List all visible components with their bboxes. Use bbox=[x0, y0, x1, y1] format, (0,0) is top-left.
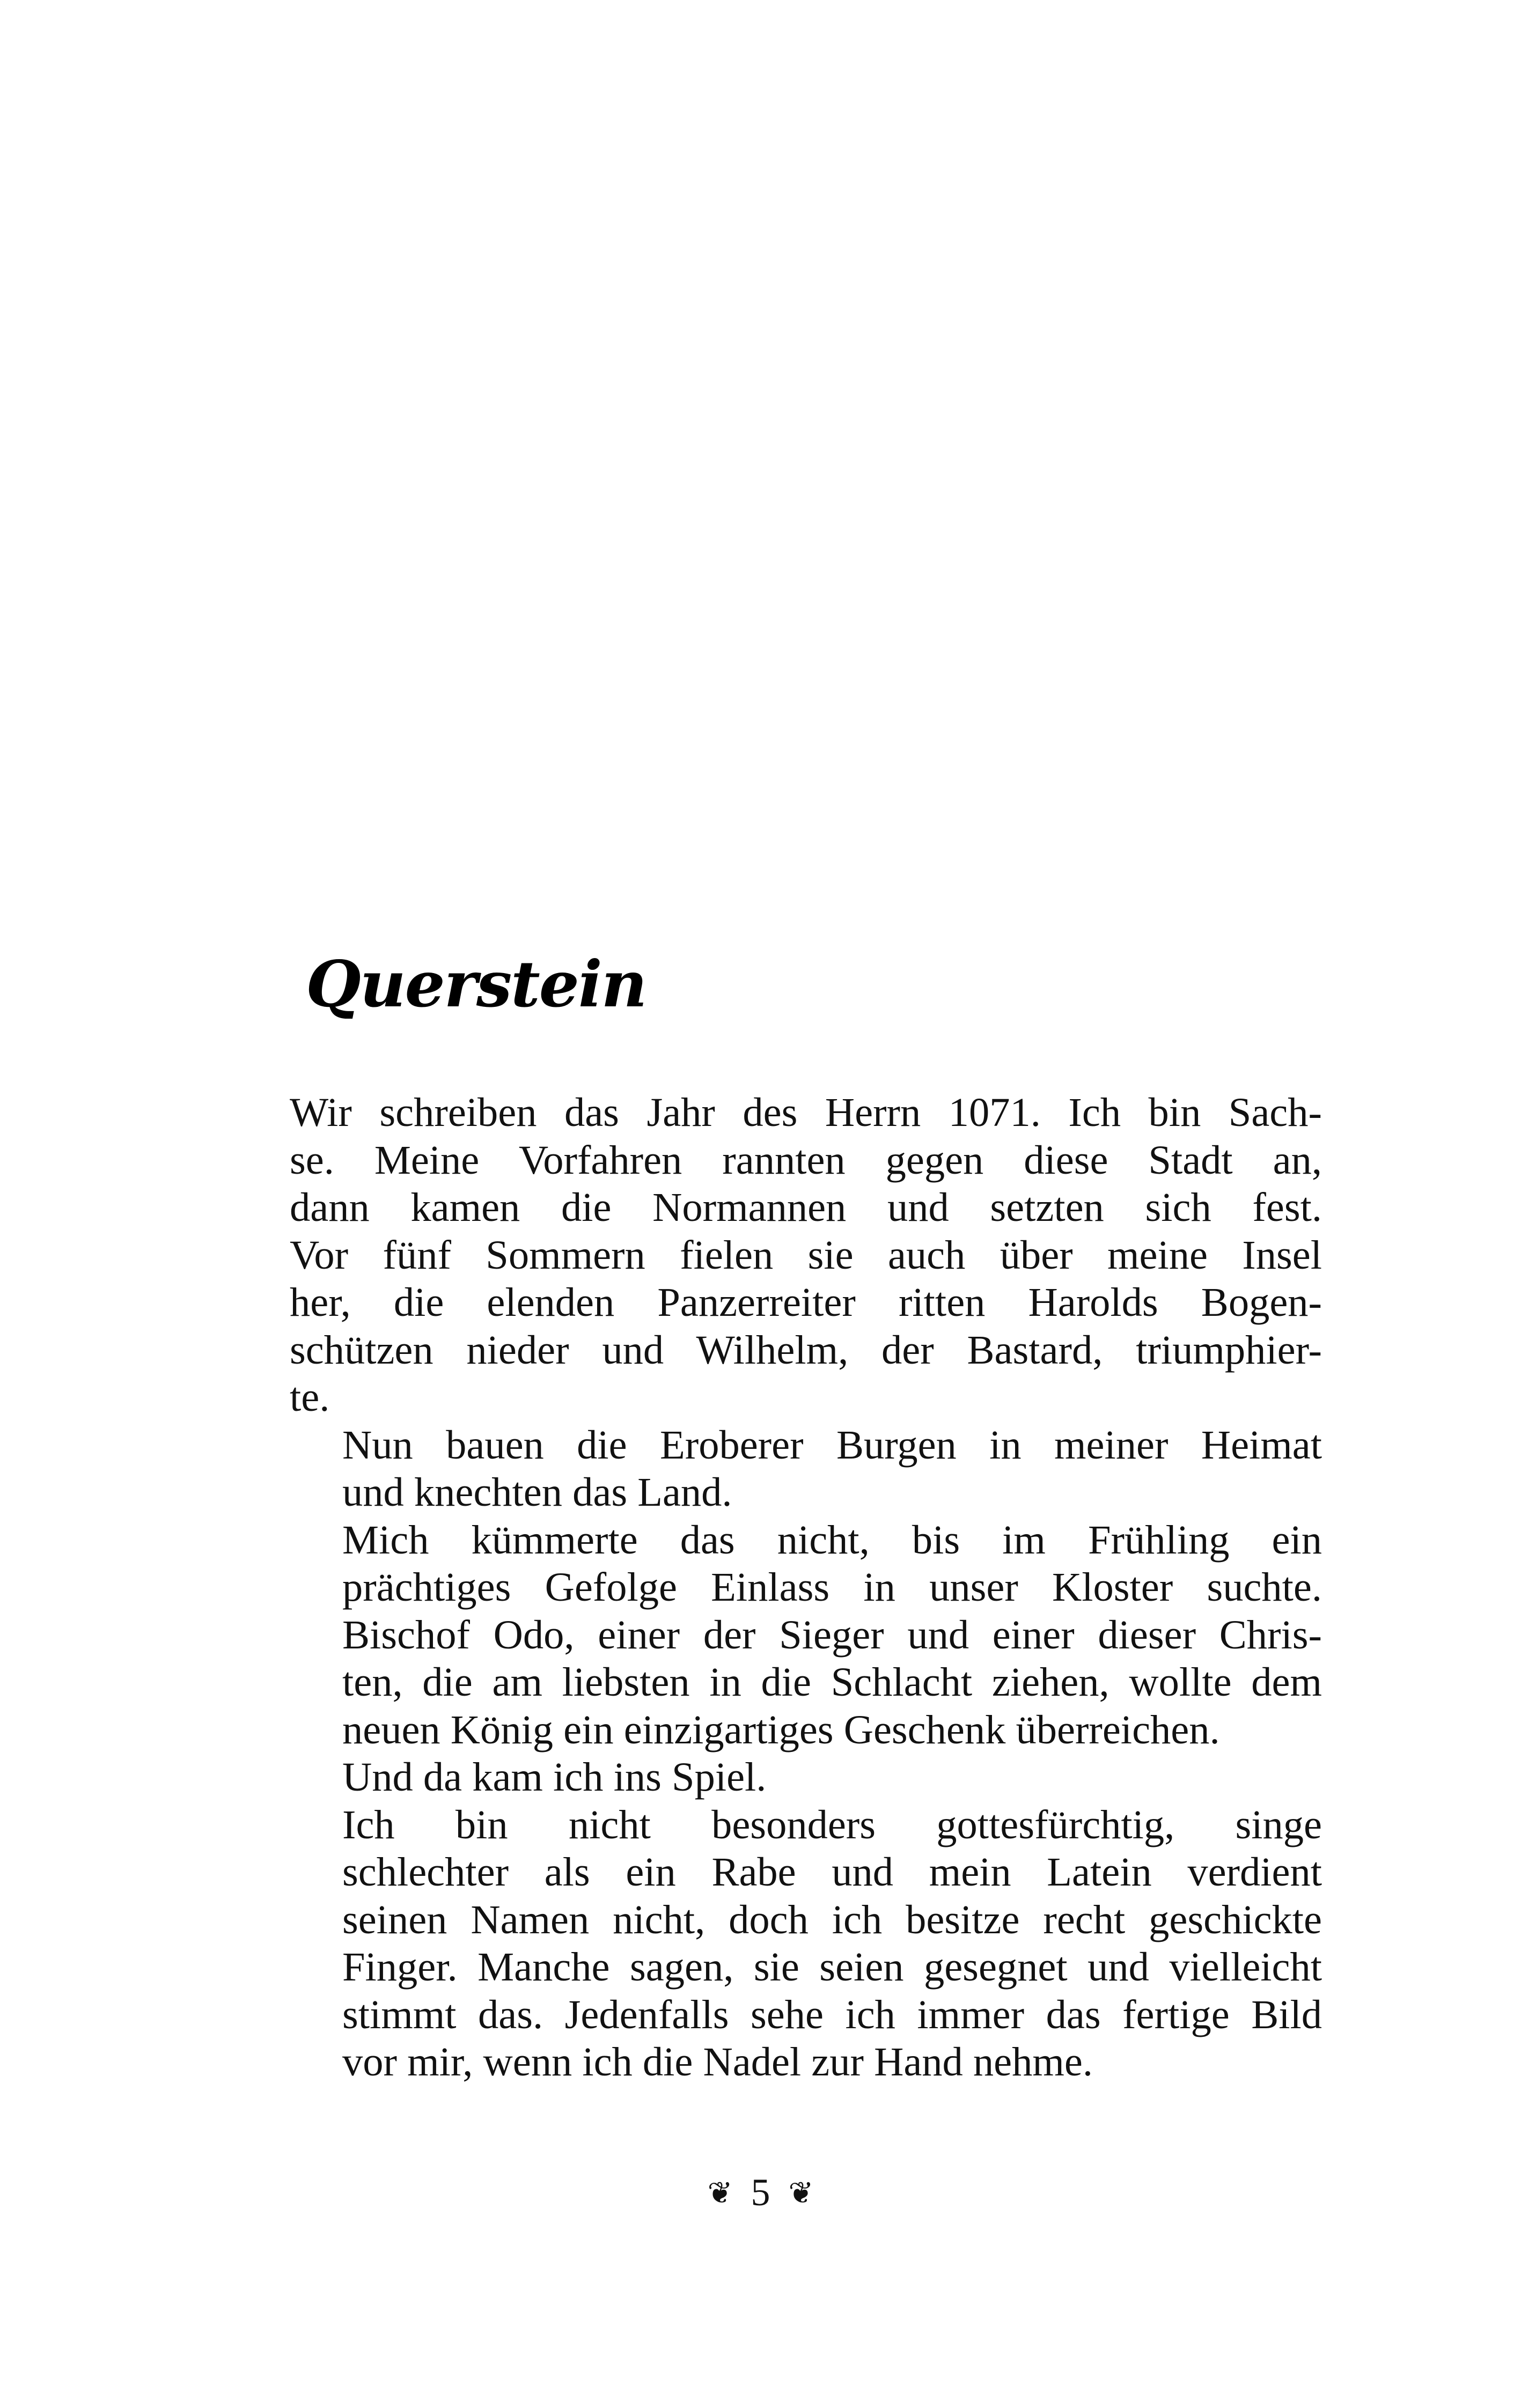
text-line: schützen nieder und Wilhelm, der Bastard, triumphier- bbox=[290, 1327, 1322, 1373]
paragraph bbox=[290, 1801, 1322, 2086]
paragraph bbox=[290, 1516, 1322, 1754]
text-line: vor mir, wenn ich die Nadel zur Hand nehme. bbox=[342, 2039, 1093, 2085]
text-line: Ich bin nicht besonders gottesfürchtig, singe bbox=[342, 1801, 1322, 1847]
fleuron-icon: ❦ bbox=[788, 2176, 814, 2211]
text-line: te. bbox=[290, 1374, 330, 1420]
fleuron-icon: ❦ bbox=[707, 2176, 733, 2211]
text-line: Und da kam ich ins Spiel. bbox=[342, 1754, 767, 1800]
text-line: dann kamen die Normannen und setzten sich fest. bbox=[290, 1184, 1322, 1230]
page-number: 5 bbox=[751, 2171, 770, 2214]
paragraph bbox=[290, 1754, 1322, 1801]
text-line: stimmt das. Jedenfalls sehe ich immer das fertige Bild bbox=[342, 1991, 1322, 2037]
text-line: se. Meine Vorfahren rannten gegen diese Stadt an, bbox=[290, 1137, 1322, 1183]
text-line: Mich kümmerte das nicht, bis im Frühling ein bbox=[342, 1516, 1322, 1563]
text-line: her, die elenden Panzerreiter ritten Harolds Bogen- bbox=[290, 1279, 1322, 1325]
text-line: Bischof Odo, einer der Sieger und einer dieser Chris- bbox=[342, 1611, 1322, 1658]
text-line: ten, die am liebsten in die Schlacht ziehen, wollte dem bbox=[342, 1659, 1322, 1705]
text-line: prächtiges Gefolge Einlass in unser Kloster suchte. bbox=[342, 1564, 1322, 1610]
text-line: Vor fünf Sommern fielen sie auch über meine Insel bbox=[290, 1232, 1322, 1278]
paragraph bbox=[290, 1089, 1322, 1422]
page-footer bbox=[0, 2168, 1521, 2218]
text-line: neuen König ein einzigartiges Geschenk überreichen. bbox=[342, 1706, 1220, 1752]
text-line: schlechter als ein Rabe und mein Latein verdient bbox=[342, 1849, 1322, 1895]
text-line: Wir schreiben das Jahr des Herrn 1071. Ich bin Sach- bbox=[290, 1089, 1322, 1135]
text-line: Finger. Manche sagen, sie seien gesegnet und vielleicht bbox=[342, 1944, 1322, 1990]
text-line: Nun bauen die Eroberer Burgen in meiner Heimat bbox=[342, 1422, 1322, 1468]
text-line: seinen Namen nicht, doch ich besitze recht geschickte bbox=[342, 1896, 1322, 1942]
body-text bbox=[290, 1089, 1322, 2086]
chapter-title: Querstein bbox=[306, 947, 646, 1021]
text-line: und knechten das Land. bbox=[342, 1469, 732, 1515]
paragraph bbox=[290, 1422, 1322, 1516]
